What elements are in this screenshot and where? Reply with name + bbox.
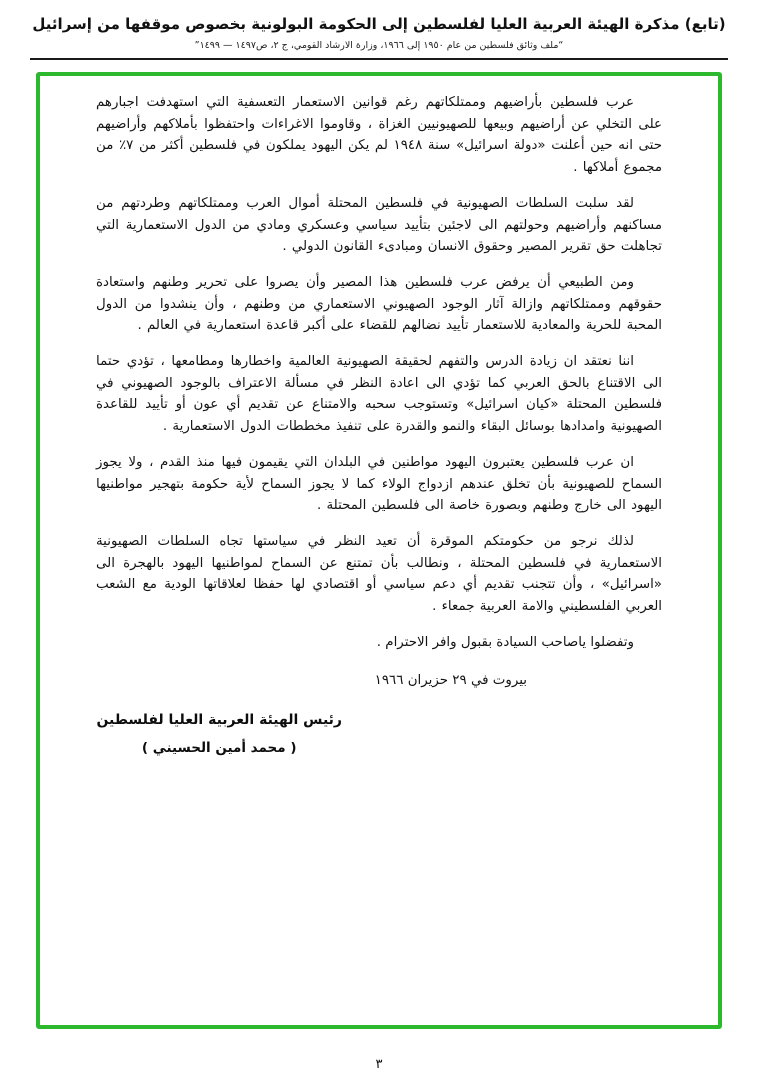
paragraph: عرب فلسطين بأراضيهم وممتلكاتهم رغم قوانين الاستعمار التعسفية التي استهدفت اجبارهم على التخلي عن أراضيهم وبيعها للصهيونيين الغزاة ، وقاوموا الاغراءات واحتفظوا بأملاكهم وأراضيهم حتى انه حين أعلنت «دولة اسرائيل» سنة ١٩٤٨ لم يكن اليهود يملكون في فلسطين أكثر من ٧٪ من مجموع أملاكها . <box>96 95 662 176</box>
paragraph: ان عرب فلسطين يعتبرون اليهود مواطنين في البلدان التي يقيمون فيها منذ القدم ، ولا يجوز السماح للصهيونية بأن تخلق عندهم ازدواج الولاء كما لا يجوز السماح لأية حكومة بتهجير مواطنيها اليهود الى خارج وطنهم وبصورة خاصة الى فلسطين المحتلة . <box>96 454 662 514</box>
page-number: ٣ <box>375 1057 383 1072</box>
document-body <box>96 92 662 618</box>
signature-title: رئيس الهيئة العربية العليا لفلسطين <box>96 712 342 729</box>
header-title: (تابع) مذكرة الهيئة العربية العليا لفلسطين إلى الحكومة البولونية بخصوص موقفها من إسرائيل <box>32 15 726 33</box>
closing-salutation: وتفضلوا ياصاحب السيادة بقبول وافر الاحترام . <box>376 634 634 650</box>
paragraph: لذلك نرجو من حكومتكم الموقرة أن تعيد النظر في سياستها تجاه السلطات الصهيونية الاستعمارية في فلسطين المحتلة ، ونطالب بأن تمتنع عن السماح لمواطنيها اليهود بالهجرة الى «اسرائيل» ، وأن تتجنب تقديم أي دعم سياسي أو اقتصادي لها حفظا لعلاقاتها الودية مع الشعب العربي الفلسطيني والامة العربية جمعاء . <box>96 533 662 615</box>
header-divider <box>30 58 728 60</box>
date-line: بيروت في ٢٩ حزيران ١٩٦٦ <box>374 673 527 689</box>
paragraph: اننا نعتقد ان زيادة الدرس والتفهم لحقيقة الصهيونية العالمية واخطارها ومطامعها ، تؤدي حتما الى الاقتناع بالحق العربي كما تؤدي الى اعادة النظر في مسألة الاعتراف بالوجود الصهيوني في فلسطين المحتلة «كيان اسرائيل» وتستوجب سحبه والامتناع عن تقديم أي عون أو تأييد للقاعدة الصهيونية وامدادها بوسائل البقاء والنمو والقدرة على تنفيذ مخططات الدول الاستعمارية . <box>96 354 662 435</box>
document-header <box>0 0 758 60</box>
signature-block <box>96 712 342 756</box>
document-frame <box>36 72 722 1029</box>
paragraph: لقد سلبت السلطات الصهيونية في فلسطين المحتلة أموال العرب وممتلكاتهم وطردتهم من مساكنهم وأراضيهم وحولتهم الى لاجئين بتأييد سياسي وعسكري ومادي من الدول الاستعمارية التي تجاهلت حق تقرير المصير وحقوق الانسان ومبادىء القانون الدولي . <box>96 195 662 255</box>
header-source-citation: “ملف وثائق فلسطين من عام ١٩٥٠ إلى ١٩٦٦، وزارة الارشاد القومي، ج ٢، ص١٤٩٧ — ١٤٩٩” <box>194 40 564 51</box>
paragraph: ومن الطبيعي أن يرفض عرب فلسطين هذا المصير وأن يصروا على تحرير وطنهم واستعادة حقوقهم وممتلكاتهم وازالة آثار الوجود الصهيوني الاستعماري من وطنهم ، وأن ينشدوا من الدول المحبة للحرية والمعادية للاستعمار تأييد نضالهم للقضاء على أكبر قاعدة استعمارية في العالم . <box>96 274 662 334</box>
signature-name: ( محمد أمين الحسيني ) <box>141 740 297 757</box>
